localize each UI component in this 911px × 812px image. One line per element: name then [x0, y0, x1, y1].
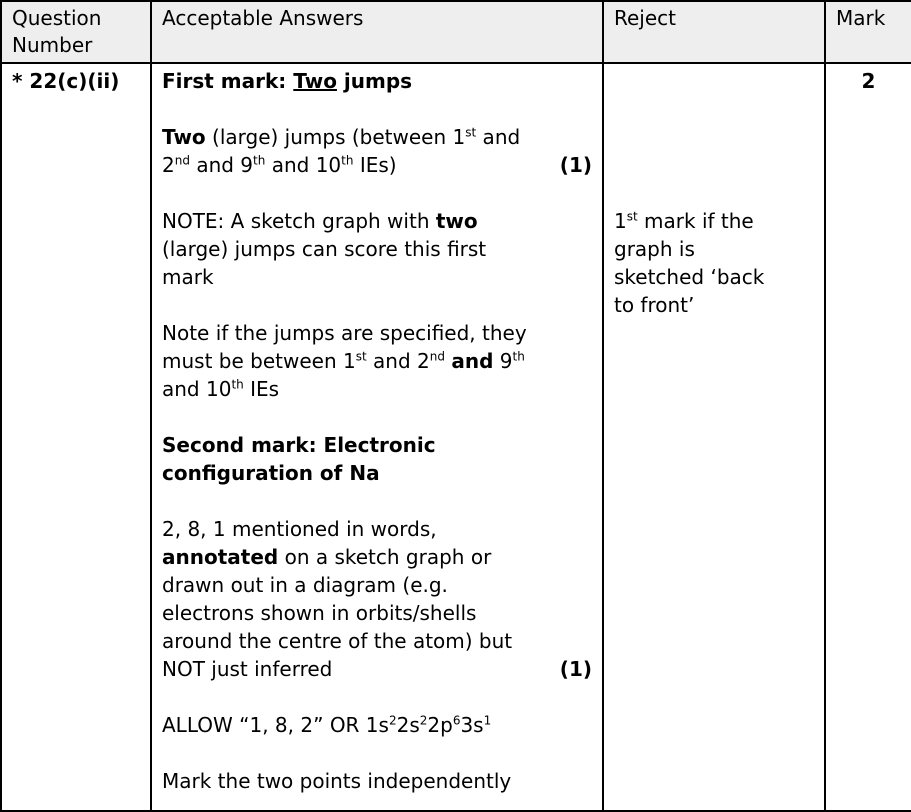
- first-mark-value: (1): [559, 153, 592, 177]
- mark-value: 2: [825, 63, 911, 811]
- header-acceptable-answers: Acceptable Answers: [151, 1, 603, 63]
- mark-independently-text: Mark the two points independently: [162, 769, 512, 793]
- header-row: [1, 1, 911, 63]
- electronic-config-text: 2, 8, 1 mentioned in words, annotated on a sketch graph or drawn out in a diagram (e.g. electrons shown in orbits/shells around the centre of the atom) but: [162, 517, 513, 653]
- second-mark-heading: Second mark: Electronic configuration of Na: [162, 433, 436, 485]
- question-row: [1, 63, 911, 811]
- acceptable-answers-cell: [151, 63, 603, 811]
- reject-text: 1st mark if the graph is sketched ‘back to front’: [614, 209, 765, 317]
- two-jumps-line2: 2nd and 9th and 10th IEs) (1): [162, 153, 592, 177]
- header-question-number: Question Number: [1, 1, 151, 63]
- note-jumps-specified: Note if the jumps are specified, they must be between 1st and 2nd and 9th and 10th IEs: [162, 321, 527, 401]
- reject-cell: [603, 63, 825, 811]
- second-mark-value: (1): [559, 657, 592, 681]
- not-inferred-line: NOT just inferred (1): [162, 657, 592, 681]
- note-sketch-graph: NOTE: A sketch graph with two (large) jumps can score this first mark: [162, 209, 487, 289]
- question-number: * 22(c)(ii): [1, 63, 151, 811]
- header-mark: Mark: [825, 1, 911, 63]
- two-jumps-text: Two (large) jumps (between 1st and: [162, 125, 521, 149]
- first-mark-heading: First mark: Two jumps: [162, 69, 413, 93]
- header-reject: Reject: [603, 1, 825, 63]
- allow-text: ALLOW “1, 8, 2” OR $1s^22s^22p^63s^1$: [162, 713, 492, 737]
